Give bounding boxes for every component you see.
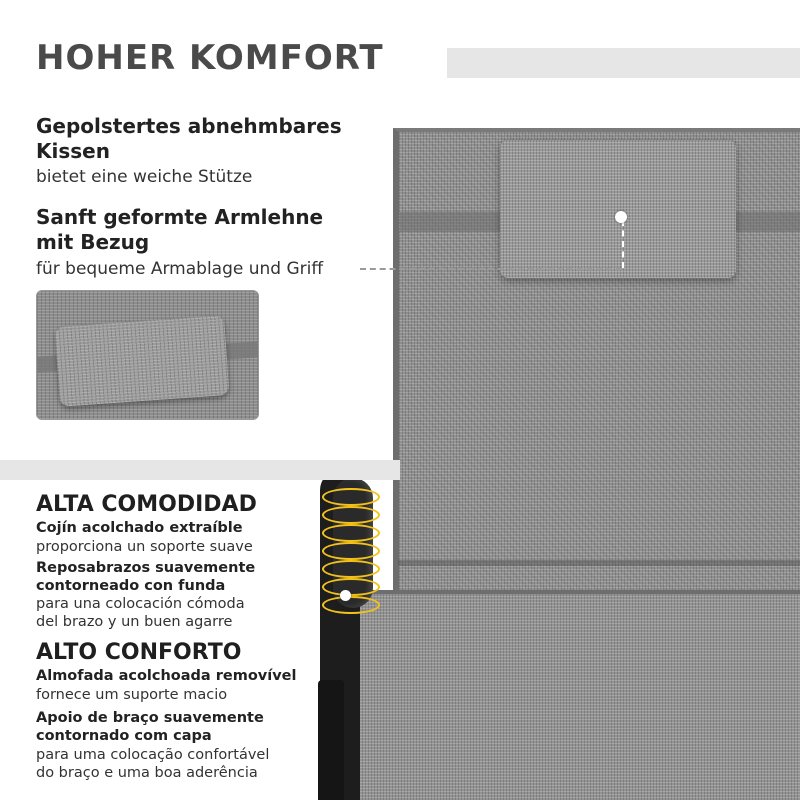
section-es-line: Reposabrazos suavemente: [36, 560, 256, 576]
callout-dashed-line-vertical: [622, 220, 624, 268]
section-pt-line: contornado com capa: [36, 728, 212, 744]
section-es-line: para una colocación cómoda: [36, 596, 245, 612]
highlight-coil-icon: [322, 560, 380, 578]
highlight-coil-icon: [322, 524, 380, 542]
section-pt-line: fornece um suporte macio: [36, 687, 228, 703]
section-es-line: del brazo y un buen agarre: [36, 614, 233, 630]
feature-cushion-heading-line-1: Gepolstertes abnehmbares: [36, 114, 342, 138]
section-es-line: Cojín acolchado extraíble: [36, 520, 243, 536]
highlight-coil-icon: [322, 506, 380, 524]
highlight-coil-icon: [322, 542, 380, 560]
highlight-coil-icon: [322, 596, 380, 614]
feature-armrest-heading-line-1: Sanft geformte Armlehne: [36, 205, 324, 229]
feature-armrest-description: für bequeme Armablage und Griff: [36, 259, 324, 279]
pillow-closeup-photo: [36, 290, 259, 420]
headrest-pillow: [500, 140, 736, 278]
armrest-callout-dot: [340, 590, 351, 601]
section-pt-line: para uma colocação confortável: [36, 747, 270, 763]
highlight-coil-icon: [322, 578, 380, 596]
section-pt-line: Apoio de braço suavemente: [36, 710, 264, 726]
section-pt-line: do braço e uma boa aderência: [36, 765, 258, 781]
section-pt-line: Almofada acolchoada removível: [36, 668, 297, 684]
title-accent-bar: [447, 48, 800, 78]
callout-dashed-line: [360, 268, 622, 270]
section-divider-bar: [0, 460, 400, 480]
chair-leg: [318, 680, 344, 800]
backrest-seam: [398, 560, 800, 566]
section-es-heading: ALTA COMODIDAD: [36, 492, 257, 517]
feature-armrest-heading-line-2: mit Bezug: [36, 230, 150, 254]
pillow-callout-dot: [615, 211, 627, 223]
chair-seat-fabric: [353, 590, 800, 800]
section-pt-heading: ALTO CONFORTO: [36, 640, 242, 665]
feature-cushion-heading-line-2: Kissen: [36, 139, 110, 163]
inset-pillow: [54, 315, 229, 407]
highlight-coil-icon: [322, 488, 380, 506]
section-es-line: contorneado con funda: [36, 578, 226, 594]
section-es-line: proporciona un soporte suave: [36, 539, 253, 555]
page-title: HOHER KOMFORT: [36, 38, 384, 78]
feature-cushion-description: bietet eine weiche Stütze: [36, 167, 253, 187]
